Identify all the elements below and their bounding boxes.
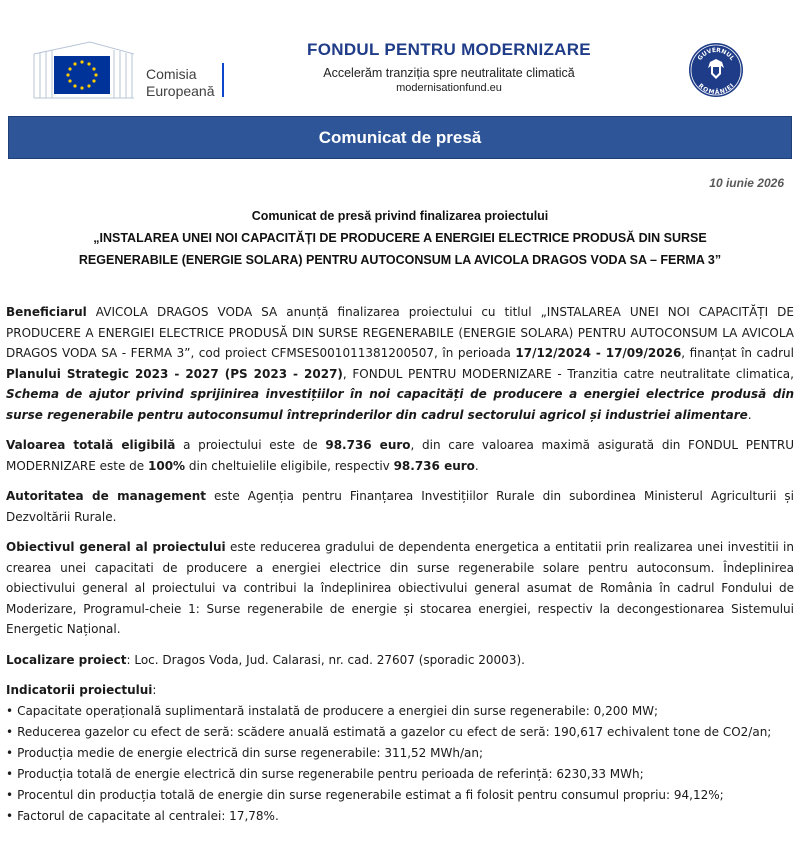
romania-coat-of-arms-icon	[688, 42, 744, 98]
page-header	[0, 0, 800, 110]
list-item: • Capacitate operațională suplimentară instalată de producere a energiei din surse regenerabile: 0,200 MW;	[6, 701, 794, 722]
fund-text: , FONDUL PENTRU MODERNIZARE - Tranzitia catre neutralitate climatica,	[342, 366, 794, 381]
general-objective-text: este reducerea gradului de dependenta energetica a entitatii prin realizarea unei investitii in crearea unei capacitati de producere a energiei electrice din surse regenerabile solare pentru autoconsum. Îndeplinirea obiectivului general al proiectului va contribui la îndeplinirea obiectivului general asumat de România în cadrul Fondului de Moderizare, Programul-cheie 1: Surse regenerabile de energie și stocarea energiei, respectiv la decongestionarea Sistemului Energetic Național.	[6, 540, 794, 636]
ec-line1: Comisia	[146, 66, 197, 82]
location-text: : Loc. Dragos Voda, Jud. Calarasi, nr. cad. 27607 (sporadic 20003).	[126, 652, 525, 667]
indicators-heading	[6, 680, 794, 701]
eligible-text-3: din cheltuielile eligibile, respectiv	[185, 458, 394, 473]
paragraph-beneficiary	[6, 302, 794, 425]
general-objective-label: Obiectivul general al proiectului	[6, 540, 226, 554]
list-item: • Procentul din producția totală de energie din surse regenerabile estimat a fi folosit pentru consumul propriu: 94,12%;	[6, 785, 794, 806]
paragraph-general-objective	[6, 537, 794, 640]
government-of-romania-seal	[688, 42, 744, 98]
funding-amount: 98.736 euro	[393, 458, 475, 473]
list-item: • Factorul de capacitate al centralei: 17,78%.	[6, 806, 794, 827]
svg-text:ROMÂNIEI: ROMÂNIEI	[696, 82, 736, 97]
heading-line-2: „INSTALAREA UNEI NOI CAPACITĂȚI DE PRODUCERE A ENERGIEI ELECTRICE PRODUSĂ DIN SURSE	[93, 231, 707, 245]
ec-line2: Europeană	[146, 83, 215, 99]
eligible-text-2: , din care valoarea maximă asigurată din FONDUL PENTRU MODERNIZARE este de	[6, 438, 794, 473]
location-label: Localizare proiect	[6, 652, 127, 667]
eligible-text-4: .	[474, 458, 479, 473]
project-period: 17/12/2024 - 17/09/2026	[515, 346, 682, 360]
ec-name	[146, 66, 215, 100]
eligible-text-1: a proiectului este de	[175, 438, 326, 452]
list-item: • Producția totală de energie electrică din surse regenerabile pentru perioada de referință: 6230,33 MWh;	[6, 764, 794, 785]
beneficiary-label: Beneficiarul	[6, 305, 87, 319]
document-heading	[30, 205, 770, 271]
paragraph-managing-authority	[6, 486, 794, 527]
eligible-value-label: Valoarea totală eligibilă	[6, 438, 176, 452]
release-date: 10 iunie 2026	[709, 176, 784, 190]
press-release-banner	[8, 116, 792, 159]
fund-subtitle: Accelerăm tranziția spre neutralitate climatică	[323, 66, 575, 80]
funding-text: , finanțat în cadrul	[681, 346, 794, 360]
heading-line-1: Comunicat de presă privind finalizarea proiectului	[251, 209, 549, 223]
strategic-plan: Planului Strategic 2023 - 2027 (PS 2023 - 2027)	[6, 366, 343, 381]
period-end: .	[747, 407, 752, 422]
heading-line-3: REGENERABILE (ENERGIE SOLARA) PENTRU AUTOCONSUM LA AVICOLA DRAGOS VODA SA – FERMA 3”	[78, 253, 722, 267]
fund-url: modernisationfund.eu	[396, 82, 502, 94]
indicators-list	[6, 701, 794, 827]
list-item: • Reducerea gazelor cu efect de seră: scădere anuală estimată a gazelor cu efect de seră: 190,617 echivalent tone de CO2/an;	[6, 722, 794, 743]
indicators-colon: :	[152, 683, 157, 697]
paragraph-location	[6, 650, 794, 671]
european-commission-logo	[30, 40, 230, 100]
svg-text:GUVERNUL: GUVERNUL	[696, 46, 736, 62]
aid-scheme: Schema de ajutor privind sprijinirea investițiilor în noi capacități de producere a energiei electrice produsă din surse regenerabile pentru autoconsumul întreprinderilor din cadrul sectorului agricol și industriei alimentare	[6, 387, 794, 422]
eligible-value-amount: 98.736 euro	[325, 438, 411, 452]
managing-authority-text: este Agenția pentru Finanțarea Investițiilor Rurale din subordinea Ministerul Agriculturii și Dezvoltării Rurale.	[6, 489, 794, 524]
managing-authority-label: Autoritatea de management	[6, 489, 207, 503]
beneficiary-text: AVICOLA DRAGOS VODA SA anunță finalizarea proiectului cu titlul „INSTALAREA UNEI NOI CAPACITĂȚI DE PRODUCERE A ENERGIEI ELECTRICE PRODUSĂ DIN SURSE REGENERABILE (ENERGIE SOLARA) PENTRU AUTOCONSUM LA AVICOLA DRAGOS VODA SA - FERMA 3”, cod proiect CFMSES001011381200507, în perioada	[6, 305, 794, 360]
ec-divider	[222, 63, 224, 97]
fund-title: FONDUL PENTRU MODERNIZARE	[307, 40, 591, 59]
paragraph-eligible-value	[6, 435, 794, 476]
banner-title: Comunicat de presă	[318, 128, 482, 147]
list-item: • Producția medie de energie electrică din surse regenerabile: 311,52 MWh/an;	[6, 743, 794, 764]
document-body	[6, 302, 794, 827]
indicators-title: Indicatorii proiectului	[6, 683, 153, 697]
funding-percent: 100%	[148, 458, 186, 473]
